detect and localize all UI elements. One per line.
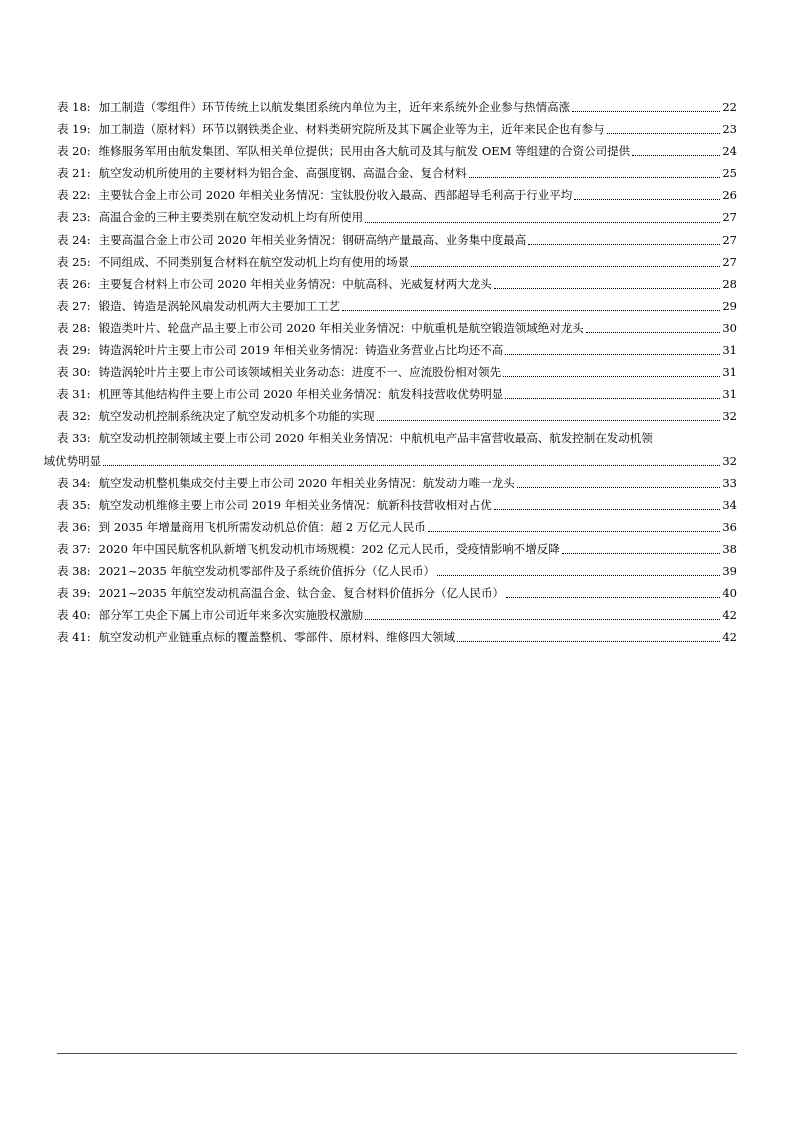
dot-leader (437, 574, 720, 576)
entry-title: 锻造、铸造是涡轮风扇发动机两大主要加工工艺 (98, 298, 341, 313)
entry-title: 加工制造（原材料）环节以钢铁类企业、材料类研究院所及其下属企业等为主，近年来民企也有参与 (98, 122, 605, 137)
toc-entry[interactable] (57, 273, 737, 295)
table-of-figures (43, 96, 737, 648)
entry-number: 表 37: (57, 541, 91, 556)
entry-title-continued (44, 450, 737, 472)
entry-title: 主要高温合金上市公司 2020 年相关业务情况：钢研高纳产量最高、业务集中度最高 (98, 232, 527, 247)
dot-leader (586, 331, 721, 333)
toc-entry[interactable] (57, 339, 737, 361)
dot-leader (494, 508, 721, 510)
dot-leader (517, 486, 721, 488)
toc-entry[interactable] (57, 184, 737, 206)
entry-title: 2020 年中国民航客机队新增飞机发动机市场规模：202 亿元人民币，受疫情影响不增反降 (98, 541, 560, 556)
toc-entry[interactable] (57, 582, 737, 604)
entry-number: 表 29: (57, 343, 91, 358)
entry-page: 27 (722, 232, 737, 247)
toc-entry[interactable] (57, 96, 737, 118)
entry-page: 27 (722, 210, 737, 225)
entry-title: 航空发动机维修主要上市公司 2019 年相关业务情况：航新科技营收相对占优 (98, 497, 492, 512)
entry-title: 主要复合材料上市公司 2020 年相关业务情况：中航高科、光威复材两大龙头 (98, 276, 492, 291)
toc-entry[interactable] (57, 361, 737, 383)
entry-page: 40 (722, 586, 737, 601)
toc-entry[interactable] (43, 427, 737, 471)
dot-leader (607, 132, 721, 134)
entry-number: 表 20: (57, 144, 91, 159)
toc-entry[interactable] (57, 206, 737, 228)
entry-page: 25 (722, 166, 737, 181)
dot-leader (365, 618, 720, 620)
entry-page: 30 (722, 320, 737, 335)
entry-number: 表 31: (57, 387, 91, 402)
dot-leader (342, 309, 720, 311)
entry-title: 2021~2035 年航空发动机零部件及子系统价值拆分（亿人民币） (98, 563, 435, 578)
entry-number: 表 21: (57, 166, 91, 181)
dot-leader (103, 464, 720, 466)
dot-leader (562, 552, 721, 554)
toc-entry[interactable] (57, 251, 737, 273)
entry-number: 表 39: (57, 586, 91, 601)
entry-number: 表 28: (57, 320, 91, 335)
entry-page: 32 (722, 453, 737, 468)
entry-page: 33 (722, 475, 737, 490)
entry-number: 表 25: (57, 254, 91, 269)
entry-page: 26 (722, 188, 737, 203)
toc-entry[interactable] (57, 626, 737, 648)
entry-page: 38 (722, 541, 737, 556)
entry-number: 表 27: (57, 298, 91, 313)
entry-title: 2021~2035 年航空发动机高温合金、钛合金、复合材料价值拆分（亿人民币） (98, 586, 504, 601)
entry-page: 28 (722, 276, 737, 291)
toc-entry[interactable] (57, 229, 737, 251)
entry-title: 航空发动机整机集成交付主要上市公司 2020 年相关业务情况：航发动力唯一龙头 (98, 475, 515, 490)
entry-page: 24 (722, 144, 737, 159)
entry-title: 航空发动机控制领域主要上市公司 2020 年相关业务情况：中航机电产品丰富营收最高、航发控制在发动机领 (98, 431, 653, 446)
toc-entry[interactable] (57, 383, 737, 405)
entry-page: 31 (722, 365, 737, 380)
entry-number: 表 38: (57, 563, 91, 578)
dot-leader (505, 353, 720, 355)
dot-leader (457, 640, 720, 642)
entry-title: 铸造涡轮叶片主要上市公司 2019 年相关业务情况：铸造业务营业占比均还不高 (98, 343, 504, 358)
entry-title: 到 2035 年增量商用飞机所需发动机总价值：超 2 万亿元人民币 (98, 519, 426, 534)
entry-page: 22 (722, 100, 737, 114)
entry-title: 航空发动机所使用的主要材料为铝合金、高强度钢、高温合金、复合材料 (98, 166, 467, 181)
entry-title: 机匣等其他结构件主要上市公司 2020 年相关业务情况：航发科技营收优势明显 (98, 387, 504, 402)
entry-page: 29 (722, 298, 737, 313)
dot-leader (428, 530, 720, 532)
toc-entry[interactable] (57, 118, 737, 140)
dot-leader (505, 397, 720, 399)
dot-leader (574, 198, 720, 200)
dot-leader (506, 596, 720, 598)
toc-entry[interactable] (57, 494, 737, 516)
dot-leader (494, 287, 721, 289)
entry-page: 23 (722, 122, 737, 137)
dot-leader (411, 265, 720, 267)
entry-title: 不同组成、不同类别复合材料在航空发动机上均有使用的场景 (98, 254, 410, 269)
entry-number: 表 40: (57, 608, 91, 623)
toc-entry[interactable] (57, 140, 737, 162)
entry-title: 航空发动机控制系统决定了航空发动机多个功能的实现 (98, 409, 375, 424)
entry-title: 主要钛合金上市公司 2020 年相关业务情况：宝钛股份收入最高、西部超导毛利高于行业平均 (98, 188, 573, 203)
entry-page: 34 (722, 497, 737, 512)
footer-rule (57, 1053, 737, 1054)
entry-title: 高温合金的三种主要类别在航空发动机上均有所使用 (98, 210, 364, 225)
entry-title-line2: 域优势明显 (43, 453, 102, 468)
entry-title: 航空发动机产业链重点标的覆盖整机、零部件、原材料、维修四大领域 (98, 630, 456, 645)
toc-entry[interactable] (57, 604, 737, 626)
entry-number: 表 36: (57, 519, 91, 534)
toc-entry[interactable] (57, 538, 737, 560)
entry-page: 36 (722, 519, 737, 534)
toc-entry[interactable] (57, 516, 737, 538)
dot-leader (528, 243, 720, 245)
entry-number: 表 32: (57, 409, 91, 424)
dot-leader (503, 375, 720, 377)
entry-title: 铸造涡轮叶片主要上市公司该领域相关业务动态：进度不一、应流股份相对领先 (98, 365, 502, 380)
entry-number: 表 34: (57, 475, 91, 490)
entry-number: 表 35: (57, 497, 91, 512)
entry-number: 表 24: (57, 232, 91, 247)
entry-number: 表 23: (57, 210, 91, 225)
toc-entry[interactable] (57, 295, 737, 317)
toc-entry[interactable] (57, 472, 737, 494)
toc-entry[interactable] (57, 317, 737, 339)
entry-page: 31 (722, 387, 737, 402)
entry-page: 42 (722, 608, 737, 623)
entry-number: 表 30: (57, 365, 91, 380)
entry-page: 31 (722, 343, 737, 358)
entry-number: 表 22: (57, 188, 91, 203)
entry-number: 表 26: (57, 276, 91, 291)
entry-number: 表 18: (57, 100, 91, 114)
dot-leader (572, 110, 720, 112)
entry-page: 27 (722, 254, 737, 269)
entry-number: 表 19: (57, 122, 91, 137)
dot-leader (632, 154, 720, 156)
toc-entry[interactable] (57, 560, 737, 582)
entry-title: 部分军工央企下属上市公司近年来多次实施股权激励 (98, 608, 364, 623)
dot-leader (365, 221, 720, 223)
entry-title: 锻造类叶片、轮盘产品主要上市公司 2020 年相关业务情况：中航重机是航空锻造领域绝对龙头 (98, 320, 584, 335)
toc-entry[interactable] (57, 162, 737, 184)
entry-page: 42 (722, 630, 737, 645)
entry-number: 表 33: (57, 431, 91, 446)
entry-number: 表 41: (57, 630, 91, 645)
entry-page: 32 (722, 409, 737, 424)
dot-leader (469, 176, 721, 178)
toc-entry[interactable] (57, 405, 737, 427)
dot-leader (377, 419, 721, 421)
entry-page: 39 (722, 563, 737, 578)
entry-title: 加工制造（零组件）环节传统上以航发集团系统内单位为主，近年来系统外企业参与热情高涨 (98, 100, 571, 114)
entry-title: 维修服务军用由航发集团、军队相关单位提供；民用由各大航司及其与航发 OEM 等组建的合资公司提供 (98, 144, 631, 159)
